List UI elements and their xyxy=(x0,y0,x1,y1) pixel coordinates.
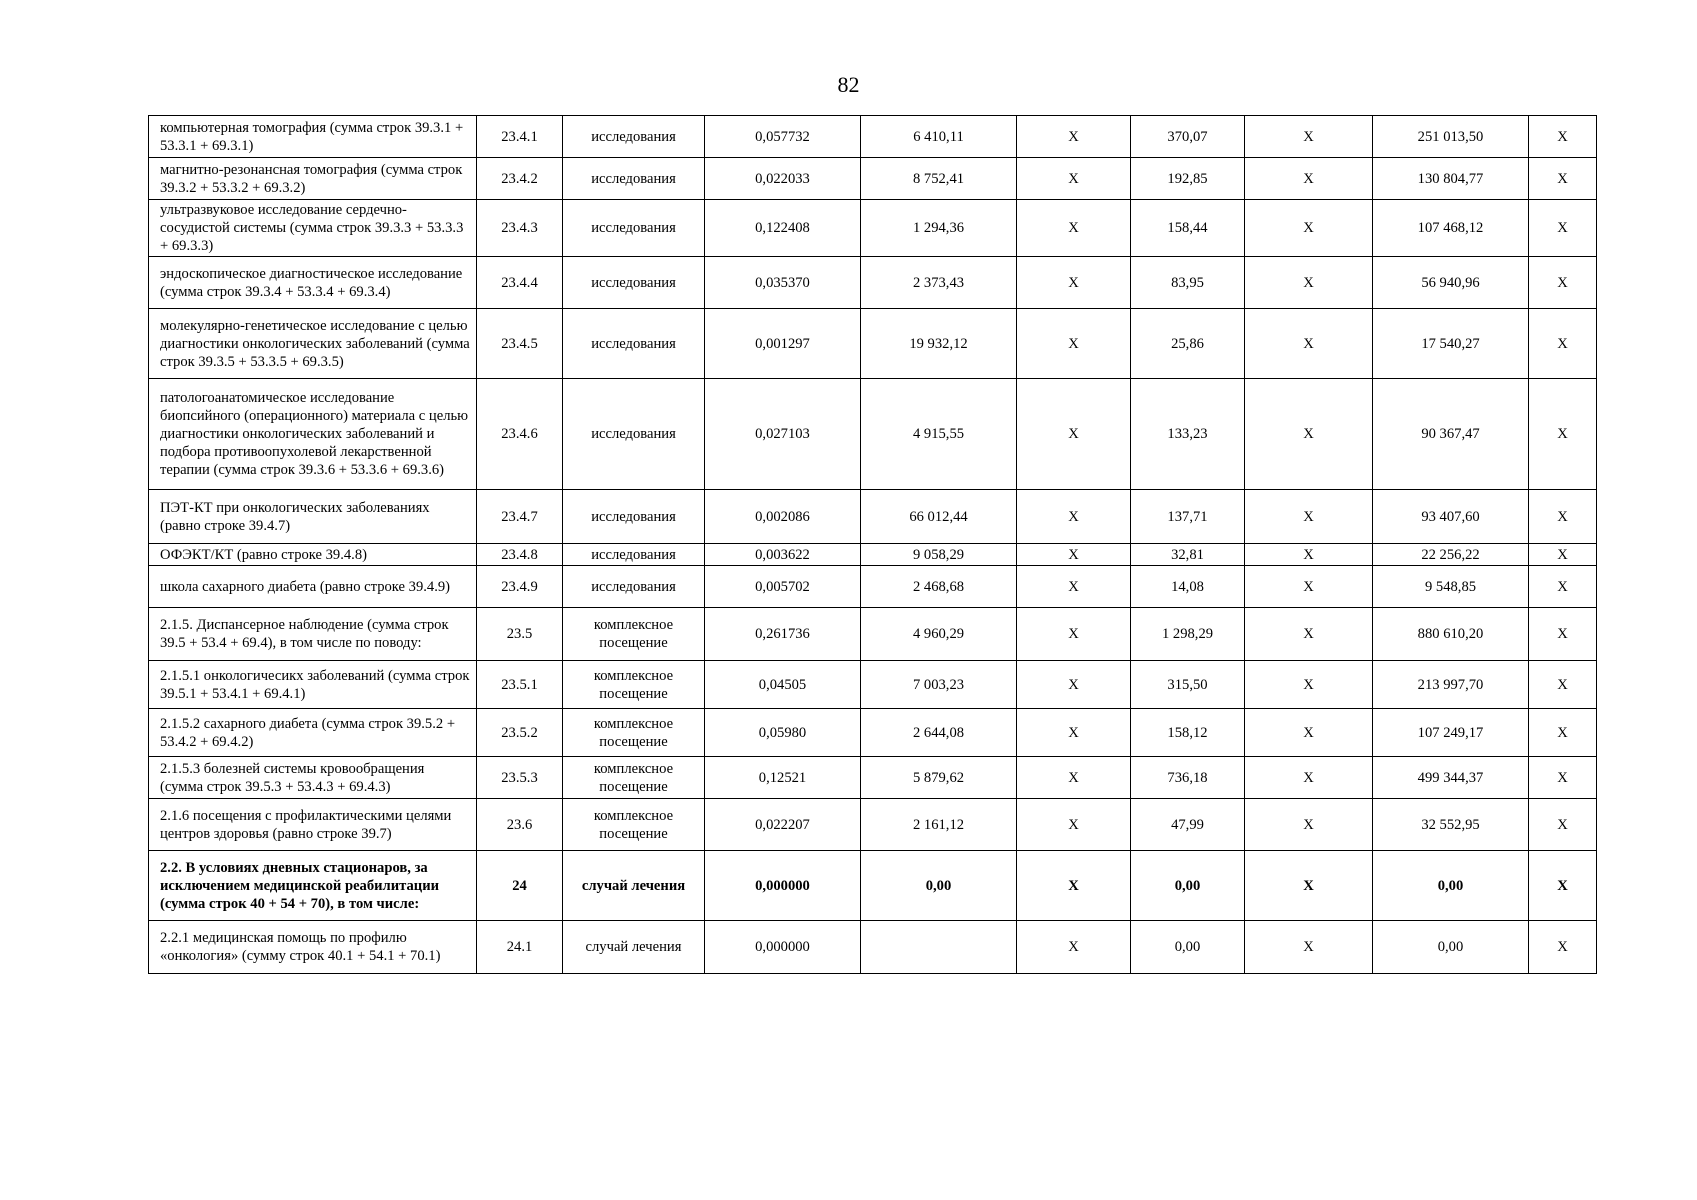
row-value-cell: 736,18 xyxy=(1131,757,1245,799)
row-total-cell: 880 610,20 xyxy=(1373,608,1529,661)
row-norm-cell: 0,022033 xyxy=(705,158,861,200)
row-value-cell: 137,71 xyxy=(1131,490,1245,544)
row-norm-cell: 0,002086 xyxy=(705,490,861,544)
row-norm-cell: 0,04505 xyxy=(705,661,861,709)
row-x-cell: X xyxy=(1245,709,1373,757)
row-name-cell: 2.2.1 медицинская помощь по профилю «онкология» (сумму строк 40.1 + 54.1 + 70.1) xyxy=(149,921,477,974)
row-x-cell: X xyxy=(1529,490,1597,544)
row-unit-cell: исследования xyxy=(563,566,705,608)
row-norm-cell: 0,005702 xyxy=(705,566,861,608)
row-unit-cell: исследования xyxy=(563,544,705,566)
table-row xyxy=(149,490,1597,544)
row-code-cell: 23.5.2 xyxy=(477,709,563,757)
row-name-cell: ПЭТ-КТ при онкологических заболеваниях (равно строке 39.4.7) xyxy=(149,490,477,544)
row-total-cell: 251 013,50 xyxy=(1373,116,1529,158)
row-norm-cell: 0,035370 xyxy=(705,257,861,309)
row-cost-cell: 2 644,08 xyxy=(861,709,1017,757)
row-x-cell: X xyxy=(1017,490,1131,544)
row-unit-cell: комплексное посещение xyxy=(563,799,705,851)
row-x-cell: X xyxy=(1017,544,1131,566)
row-code-cell: 23.4.1 xyxy=(477,116,563,158)
row-unit-cell: комплексное посещение xyxy=(563,757,705,799)
row-x-cell: X xyxy=(1245,490,1373,544)
row-name-cell: ОФЭКТ/КТ (равно строке 39.4.8) xyxy=(149,544,477,566)
row-code-cell: 24.1 xyxy=(477,921,563,974)
table-row xyxy=(149,851,1597,921)
row-unit-cell: комплексное посещение xyxy=(563,608,705,661)
row-norm-cell: 0,057732 xyxy=(705,116,861,158)
row-norm-cell: 0,001297 xyxy=(705,309,861,379)
row-x-cell: X xyxy=(1529,116,1597,158)
row-value-cell: 0,00 xyxy=(1131,921,1245,974)
row-x-cell: X xyxy=(1245,309,1373,379)
row-cost-cell: 8 752,41 xyxy=(861,158,1017,200)
row-x-cell: X xyxy=(1529,309,1597,379)
row-code-cell: 23.4.3 xyxy=(477,200,563,257)
row-x-cell: X xyxy=(1245,799,1373,851)
row-unit-cell: исследования xyxy=(563,200,705,257)
row-cost-cell: 66 012,44 xyxy=(861,490,1017,544)
row-total-cell: 17 540,27 xyxy=(1373,309,1529,379)
row-name-cell: патологоанатомическое исследование биопсийного (операционного) материала с целью диагностики онкологических заболеваний и подбора противоопухолевой лекарственной терапии (сумма строк 39.3.6 + 53.3.6 + 69.3.6) xyxy=(149,379,477,490)
row-total-cell: 0,00 xyxy=(1373,921,1529,974)
row-x-cell: X xyxy=(1529,709,1597,757)
row-x-cell: X xyxy=(1017,757,1131,799)
row-x-cell: X xyxy=(1529,661,1597,709)
row-total-cell: 9 548,85 xyxy=(1373,566,1529,608)
row-cost-cell: 4 960,29 xyxy=(861,608,1017,661)
row-name-cell: ультразвуковое исследование сердечно-сосудистой системы (сумма строк 39.3.3 + 53.3.3 + 69.3.3) xyxy=(149,200,477,257)
row-x-cell: X xyxy=(1529,257,1597,309)
row-cost-cell: 5 879,62 xyxy=(861,757,1017,799)
row-value-cell: 25,86 xyxy=(1131,309,1245,379)
row-total-cell: 0,00 xyxy=(1373,851,1529,921)
table-row xyxy=(149,921,1597,974)
row-cost-cell: 2 468,68 xyxy=(861,566,1017,608)
row-x-cell: X xyxy=(1017,661,1131,709)
row-cost-cell: 0,00 xyxy=(861,851,1017,921)
row-name-cell: 2.1.5.3 болезней системы кровообращения (сумма строк 39.5.3 + 53.4.3 + 69.4.3) xyxy=(149,757,477,799)
row-x-cell: X xyxy=(1245,158,1373,200)
row-norm-cell: 0,12521 xyxy=(705,757,861,799)
row-x-cell: X xyxy=(1017,709,1131,757)
table-row xyxy=(149,757,1597,799)
table-row xyxy=(149,309,1597,379)
row-unit-cell: случай лечения xyxy=(563,921,705,974)
row-unit-cell: исследования xyxy=(563,309,705,379)
row-value-cell: 370,07 xyxy=(1131,116,1245,158)
row-unit-cell: исследования xyxy=(563,257,705,309)
row-x-cell: X xyxy=(1529,851,1597,921)
row-code-cell: 23.4.6 xyxy=(477,379,563,490)
row-x-cell: X xyxy=(1017,257,1131,309)
row-cost-cell: 2 373,43 xyxy=(861,257,1017,309)
table-row xyxy=(149,200,1597,257)
row-x-cell: X xyxy=(1245,851,1373,921)
row-x-cell: X xyxy=(1529,757,1597,799)
row-cost-cell: 4 915,55 xyxy=(861,379,1017,490)
row-name-cell: магнитно-резонансная томография (сумма строк 39.3.2 + 53.3.2 + 69.3.2) xyxy=(149,158,477,200)
row-x-cell: X xyxy=(1017,116,1131,158)
row-code-cell: 23.5 xyxy=(477,608,563,661)
row-cost-cell: 6 410,11 xyxy=(861,116,1017,158)
row-total-cell: 56 940,96 xyxy=(1373,257,1529,309)
row-x-cell: X xyxy=(1017,309,1131,379)
row-total-cell: 32 552,95 xyxy=(1373,799,1529,851)
row-norm-cell: 0,05980 xyxy=(705,709,861,757)
row-x-cell: X xyxy=(1529,544,1597,566)
row-code-cell: 23.4.4 xyxy=(477,257,563,309)
row-unit-cell: исследования xyxy=(563,158,705,200)
row-unit-cell: исследования xyxy=(563,116,705,158)
table-row xyxy=(149,661,1597,709)
row-x-cell: X xyxy=(1245,257,1373,309)
row-name-cell: школа сахарного диабета (равно строке 39.4.9) xyxy=(149,566,477,608)
row-x-cell: X xyxy=(1245,116,1373,158)
row-x-cell: X xyxy=(1017,200,1131,257)
row-x-cell: X xyxy=(1529,158,1597,200)
table-row xyxy=(149,799,1597,851)
standards-table xyxy=(148,115,1597,974)
table-row xyxy=(149,566,1597,608)
row-norm-cell: 0,000000 xyxy=(705,921,861,974)
row-cost-cell: 19 932,12 xyxy=(861,309,1017,379)
row-x-cell: X xyxy=(1245,200,1373,257)
table-row xyxy=(149,116,1597,158)
row-total-cell: 107 468,12 xyxy=(1373,200,1529,257)
row-cost-cell: 7 003,23 xyxy=(861,661,1017,709)
row-x-cell: X xyxy=(1245,608,1373,661)
row-cost-cell: 9 058,29 xyxy=(861,544,1017,566)
row-norm-cell: 0,122408 xyxy=(705,200,861,257)
row-code-cell: 23.5.3 xyxy=(477,757,563,799)
row-unit-cell: комплексное посещение xyxy=(563,661,705,709)
row-name-cell: молекулярно-генетическое исследование с целью диагностики онкологических заболеваний (сумма строк 39.3.5 + 53.3.5 + 69.3.5) xyxy=(149,309,477,379)
row-x-cell: X xyxy=(1017,799,1131,851)
row-value-cell: 158,44 xyxy=(1131,200,1245,257)
row-code-cell: 23.4.7 xyxy=(477,490,563,544)
row-x-cell: X xyxy=(1017,566,1131,608)
row-x-cell: X xyxy=(1017,851,1131,921)
page-number: 82 xyxy=(837,72,860,97)
table-row xyxy=(149,158,1597,200)
row-norm-cell: 0,000000 xyxy=(705,851,861,921)
row-unit-cell: случай лечения xyxy=(563,851,705,921)
row-name-cell: 2.2. В условиях дневных стационаров, за исключением медицинской реабилитации (сумма строк 40 + 54 + 70), в том числе: xyxy=(149,851,477,921)
row-x-cell: X xyxy=(1245,544,1373,566)
row-unit-cell: комплексное посещение xyxy=(563,709,705,757)
row-value-cell: 83,95 xyxy=(1131,257,1245,309)
row-x-cell: X xyxy=(1017,608,1131,661)
row-value-cell: 158,12 xyxy=(1131,709,1245,757)
row-x-cell: X xyxy=(1529,921,1597,974)
row-norm-cell: 0,027103 xyxy=(705,379,861,490)
row-norm-cell: 0,003622 xyxy=(705,544,861,566)
row-code-cell: 23.5.1 xyxy=(477,661,563,709)
row-code-cell: 23.6 xyxy=(477,799,563,851)
row-name-cell: 2.1.5.2 сахарного диабета (сумма строк 39.5.2 + 53.4.2 + 69.4.2) xyxy=(149,709,477,757)
row-value-cell: 133,23 xyxy=(1131,379,1245,490)
table-row xyxy=(149,608,1597,661)
row-value-cell: 0,00 xyxy=(1131,851,1245,921)
row-x-cell: X xyxy=(1529,379,1597,490)
table-row xyxy=(149,709,1597,757)
row-name-cell: эндоскопическое диагностическое исследование (сумма строк 39.3.4 + 53.3.4 + 69.3.4) xyxy=(149,257,477,309)
table-row xyxy=(149,544,1597,566)
row-unit-cell: исследования xyxy=(563,490,705,544)
row-name-cell: 2.1.5. Диспансерное наблюдение (сумма строк 39.5 + 53.4 + 69.4), в том числе по поводу: xyxy=(149,608,477,661)
row-code-cell: 23.4.5 xyxy=(477,309,563,379)
row-code-cell: 23.4.9 xyxy=(477,566,563,608)
row-total-cell: 213 997,70 xyxy=(1373,661,1529,709)
row-value-cell: 315,50 xyxy=(1131,661,1245,709)
row-value-cell: 1 298,29 xyxy=(1131,608,1245,661)
row-norm-cell: 0,261736 xyxy=(705,608,861,661)
row-x-cell: X xyxy=(1529,799,1597,851)
row-total-cell: 499 344,37 xyxy=(1373,757,1529,799)
row-name-cell: компьютерная томография (сумма строк 39.3.1 + 53.3.1 + 69.3.1) xyxy=(149,116,477,158)
row-code-cell: 24 xyxy=(477,851,563,921)
row-value-cell: 32,81 xyxy=(1131,544,1245,566)
row-x-cell: X xyxy=(1529,608,1597,661)
row-total-cell: 130 804,77 xyxy=(1373,158,1529,200)
row-code-cell: 23.4.2 xyxy=(477,158,563,200)
row-x-cell: X xyxy=(1245,757,1373,799)
row-code-cell: 23.4.8 xyxy=(477,544,563,566)
row-value-cell: 192,85 xyxy=(1131,158,1245,200)
table-row xyxy=(149,379,1597,490)
row-x-cell: X xyxy=(1529,566,1597,608)
row-x-cell: X xyxy=(1017,158,1131,200)
row-name-cell: 2.1.6 посещения с профилактическими целями центров здоровья (равно строке 39.7) xyxy=(149,799,477,851)
table-row xyxy=(149,257,1597,309)
row-x-cell: X xyxy=(1245,921,1373,974)
row-cost-cell: 1 294,36 xyxy=(861,200,1017,257)
row-x-cell: X xyxy=(1245,661,1373,709)
row-x-cell: X xyxy=(1017,921,1131,974)
row-value-cell: 47,99 xyxy=(1131,799,1245,851)
row-total-cell: 22 256,22 xyxy=(1373,544,1529,566)
row-cost-cell: 2 161,12 xyxy=(861,799,1017,851)
row-cost-cell xyxy=(861,921,1017,974)
row-total-cell: 93 407,60 xyxy=(1373,490,1529,544)
row-x-cell: X xyxy=(1245,379,1373,490)
row-unit-cell: исследования xyxy=(563,379,705,490)
row-name-cell: 2.1.5.1 онкологичесикх заболеваний (сумма строк 39.5.1 + 53.4.1 + 69.4.1) xyxy=(149,661,477,709)
row-x-cell: X xyxy=(1529,200,1597,257)
row-value-cell: 14,08 xyxy=(1131,566,1245,608)
row-x-cell: X xyxy=(1017,379,1131,490)
row-x-cell: X xyxy=(1245,566,1373,608)
row-norm-cell: 0,022207 xyxy=(705,799,861,851)
row-total-cell: 90 367,47 xyxy=(1373,379,1529,490)
row-total-cell: 107 249,17 xyxy=(1373,709,1529,757)
